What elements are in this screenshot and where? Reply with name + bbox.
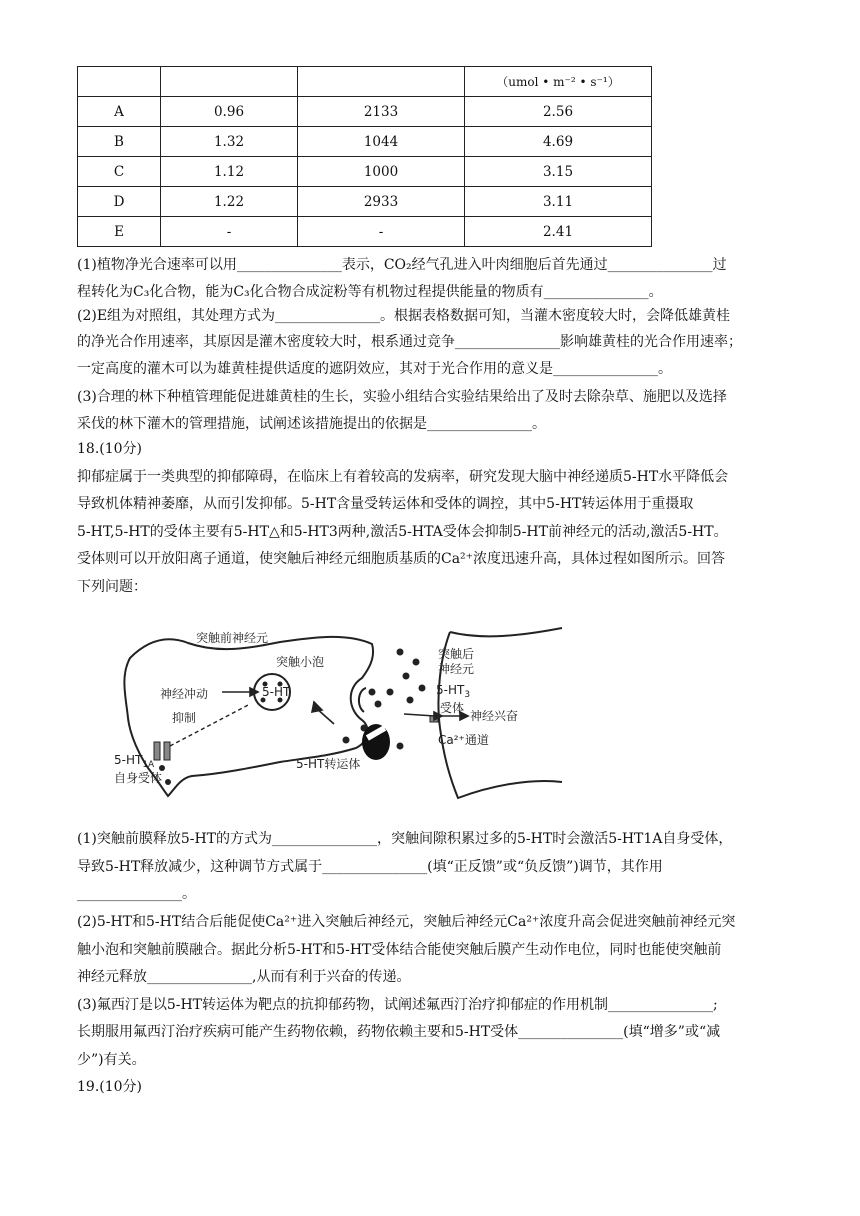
table-cell: 2133 xyxy=(298,97,465,127)
table-cell: 3.11 xyxy=(465,187,652,217)
q17-line: 采伐的林下灌木的管理措施，试阐述该措施提出的依据是_______________。 xyxy=(77,416,546,432)
q17-line: (2)E组为对照组，其处理方式为_______________。根据表格数据可知，当灌木密度较大时，会降低雄黄桂 xyxy=(77,308,731,324)
table-cell: 4.69 xyxy=(465,127,652,157)
table-cell: A xyxy=(78,97,161,127)
q18-intro-line: 导致机体精神萎靡，从而引发抑郁。5-HT含量受转运体和受体的调控，其中5-HT转运体用于重摄取 xyxy=(77,496,694,512)
q17-line: (1)植物净光合速率可以用_______________表示，CO₂经气孔进入叶肉细胞后首先通过_______________过 xyxy=(77,257,727,273)
q18-line: 长期服用氟西汀治疗疾病可能产生药物依赖，药物依赖主要和5-HT受体_______________(填“增多”或“减 xyxy=(77,1024,721,1040)
post-neuron-label-2: 神经元 xyxy=(438,662,475,676)
transporter-shape xyxy=(362,724,390,760)
table-cell: 1.12 xyxy=(161,157,298,187)
transporter-label: 5-HT转运体 xyxy=(296,757,361,771)
table-cell: D xyxy=(78,187,161,217)
receptor3-label: $5-HT_3$ xyxy=(436,683,471,700)
auto-receptor-shape xyxy=(154,742,170,760)
vesicle-content-label: 5-HT xyxy=(262,685,291,699)
q18-line: _______________。 xyxy=(77,886,196,902)
table-cell: 2.41 xyxy=(465,217,652,247)
receptor3-label-2: 受体 xyxy=(440,701,465,715)
table-header-row xyxy=(78,67,652,97)
table-cell: - xyxy=(161,217,298,247)
q17-line: 的净光合作用速率，其原因是灌木密度较大时，根系通过竞争_______________影响雄黄桂的光合作用速率； xyxy=(77,334,742,350)
auto-receptor-label-2: 自身受体 xyxy=(114,771,163,785)
excite-label: 神经兴奋 xyxy=(470,709,519,723)
post-neuron-label: 突触后 xyxy=(438,647,475,661)
table-header-cell xyxy=(78,67,161,97)
q18-line: 触小泡和突触前膜融合。据此分析5-HT和5-HT受体结合能使突触后膜产生动作电位，同时也能使突触前 xyxy=(77,942,722,958)
q17-line: 程转化为C₃化合物，能为C₃化合物合成淀粉等有机物过程提供能量的物质有_______________。 xyxy=(77,284,663,300)
table-header-cell xyxy=(298,67,465,97)
q18-line: 少”)有关。 xyxy=(77,1052,146,1068)
q18-intro-line: 抑郁症属于一类典型的抑郁障碍，在临床上有着较高的发病率，研究发现大脑中神经递质5-HT水平降低会 xyxy=(77,469,729,485)
table-cell: C xyxy=(78,157,161,187)
table-cell: 1000 xyxy=(298,157,465,187)
q18-heading: 18.(10分) xyxy=(77,441,143,457)
q18-intro-line: 下列问题： xyxy=(77,579,147,595)
table-row xyxy=(78,217,652,247)
q18-line: (1)突触前膜释放5-HT的方式为_______________，突触间隙积累过多的5-HT时会激活5-HT1A自身受体， xyxy=(77,831,733,847)
q17-line: 一定高度的灌木可以为雄黄桂提供适度的遮阴效应，其对于光合作用的意义是_______________。 xyxy=(77,361,672,377)
q18-intro-line: 受体则可以开放阳离子通道，使突触后神经元细胞质基质的Ca²⁺浓度迅速升高，具体过程如图所示。回答 xyxy=(77,551,726,567)
inhibit-label: 抑制 xyxy=(172,711,197,725)
q17-line: (3)合理的林下种植管理能促进雄黄桂的生长，实验小组结合实验结果给出了及时去除杂草、施肥以及选择 xyxy=(77,389,727,405)
q18-line: 导致5-HT释放减少，这种调节方式属于_______________(填“正反馈”或“负反馈”)调节，其作用 xyxy=(77,859,663,875)
table-row xyxy=(78,97,652,127)
auto-receptor-label: $5-HT_{1A}$ xyxy=(114,753,155,770)
q18-intro-line: 5-HT,5-HT的受体主要有5-HT△和5-HT3两种,激活5-HTA受体会抑制5-HT前神经元的活动,激活5-HT。 xyxy=(77,524,728,540)
table-cell: 1044 xyxy=(298,127,465,157)
table-row xyxy=(78,187,652,217)
q18-line: 神经元释放_______________,从而有利于兴奋的传递。 xyxy=(77,969,411,985)
table-cell: E xyxy=(78,217,161,247)
table-cell: 2.56 xyxy=(465,97,652,127)
table-cell: B xyxy=(78,127,161,157)
ca-channel-label: Ca²⁺通道 xyxy=(438,733,489,747)
table-cell: - xyxy=(298,217,465,247)
table-cell: 1.22 xyxy=(161,187,298,217)
pre-neuron-label: 突触前神经元 xyxy=(196,631,269,645)
q18-line: (2)5-HT和5-HT结合后能促使Ca²⁺进入突触后神经元，突触后神经元Ca²⁺浓度升高会促进突触前神经元突 xyxy=(77,914,736,930)
table-cell: 3.15 xyxy=(465,157,652,187)
q18-line: (3)氟西汀是以5-HT转运体为靶点的抗抑郁药物，试阐述氟西汀治疗抑郁症的作用机制_______________; xyxy=(77,997,718,1013)
table-row xyxy=(78,157,652,187)
table-cell: 2933 xyxy=(298,187,465,217)
table-row xyxy=(78,127,652,157)
data-table xyxy=(77,66,652,247)
table-cell: 0.96 xyxy=(161,97,298,127)
q19-heading: 19.(10分) xyxy=(77,1079,143,1095)
table-cell: 1.32 xyxy=(161,127,298,157)
table-unit-cell: （umol • m⁻² • s⁻¹） xyxy=(465,67,652,97)
table-header-cell xyxy=(161,67,298,97)
synapse-diagram xyxy=(110,618,570,806)
vesicle-label: 突触小泡 xyxy=(276,655,325,669)
impulse-label: 神经冲动 xyxy=(160,687,209,701)
